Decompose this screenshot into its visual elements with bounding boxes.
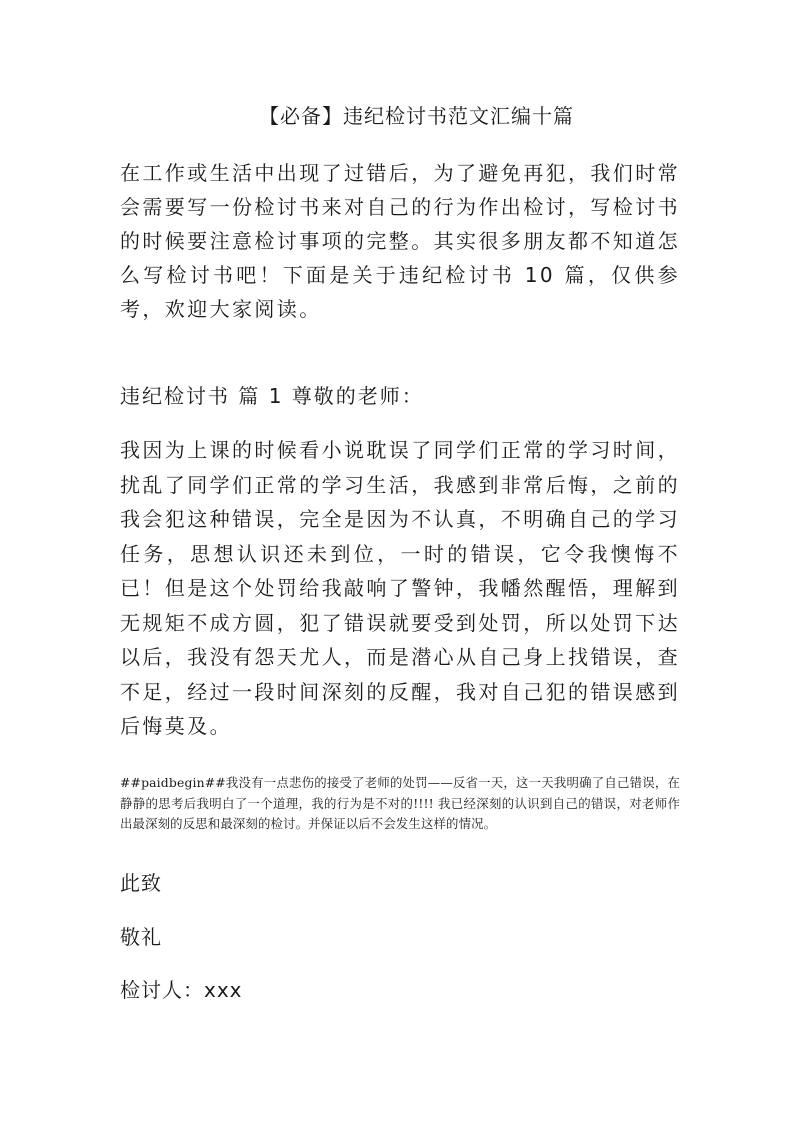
- document-title: 【必备】违纪检讨书范文汇编十篇: [259, 104, 574, 128]
- body-paragraph: 我因为上课的时候看小说耽误了同学们正常的学习时间，扰乱了同学们正常的学习生活，我感到非常后悔，之前的我会犯这种错误，完全是因为不认真，不明确自己的学习任务，思想认识还未到位，一时的错误，它令我懊悔不已！但是这个处罚给我敲响了警钟，我幡然醒悟，理解到无规矩不成方圆，犯了错误就要受到处罚，所以处罚下达以后，我没有怨天尤人，而是潜心从自己身上找错误，查不足，经过一段时间深刻的反醒，我对自己犯的错误感到后悔莫及。: [120, 438, 680, 738]
- closing-regards: 敬礼: [120, 925, 162, 949]
- intro-paragraph: 在工作或生活中出现了过错后，为了避免再犯，我们时常会需要写一份检讨书来对自己的行为作出检讨，写检讨书的时候要注意检讨事项的完整。其实很多朋友都不知道怎么写检讨书吧！下面是关于违纪检讨书 10 篇，仅供参考，欢迎大家阅读。: [120, 161, 680, 321]
- closing-salutation: 此致: [120, 871, 162, 895]
- signature-line: 检讨人：xxx: [120, 978, 243, 1002]
- small-print-paragraph: ##paidbegin##我没有一点悲伤的接受了老师的处罚——反省一天，这一天我明确了自己错误，在静静的思考后我明白了一个道理，我的行为是不对的!!!! 我已经深刻的认识到自己的错误，对老师作出最深刻的反思和最深刻的检讨。并保证以后不会发生这样的情况。: [120, 775, 680, 831]
- section-heading: 违纪检讨书 篇 1 尊敬的老师：: [120, 384, 424, 408]
